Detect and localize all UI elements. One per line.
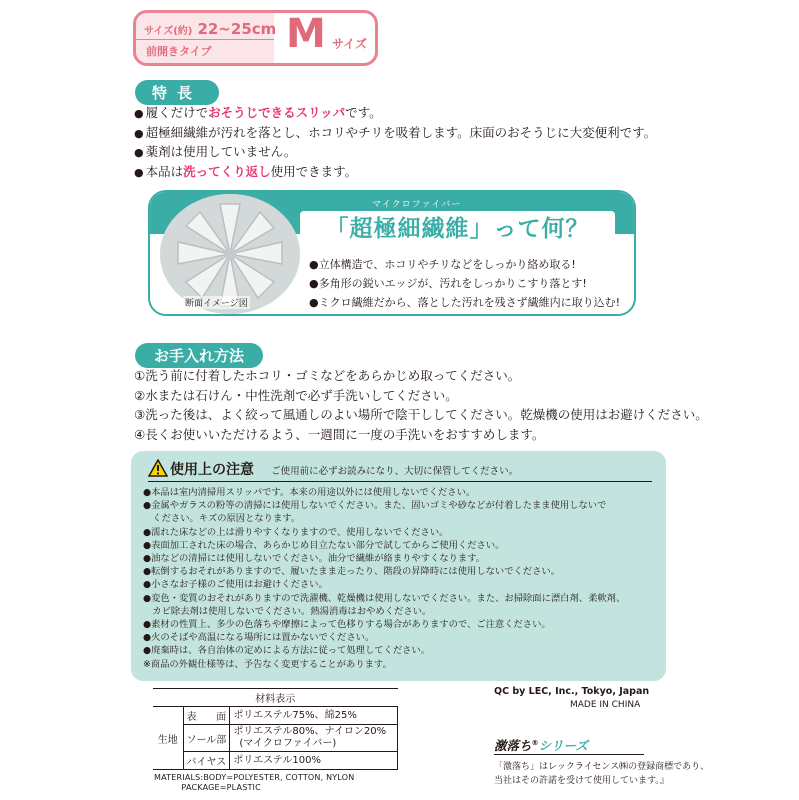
bullet-icon: ●	[309, 296, 319, 309]
cross-section-caption: 断面イメージ図	[183, 296, 250, 309]
bullet-icon: ●	[309, 258, 319, 271]
bullet-icon: ●	[134, 126, 144, 140]
microfiber-title: 「超極細繊維」って何？	[300, 211, 615, 247]
qc-label: QC by LEC, Inc., Tokyo, Japan	[494, 686, 650, 697]
caution-item: ●素材の性質上、多少の色落ちや摩擦によって色移りする場合がありますので、ご注意ください。	[143, 619, 551, 631]
caution-divider	[148, 481, 652, 482]
size-suffix: サイズ	[332, 37, 368, 51]
material-value: ポリエステル100%	[230, 752, 398, 770]
feature-item: ● 履くだけでおそうじできるスリッパです。	[134, 105, 382, 120]
care-list	[134, 366, 708, 444]
size-range	[144, 19, 276, 38]
caution-item: ●油などの清掃には使用しないでください。油分で繊維が絡まりやすくなります。	[143, 553, 486, 565]
materials-english: MATERIALS:BODY=POLYESTER, COTTON, NYLON PACKAGE=PLASTIC	[154, 773, 355, 792]
material-table-header: 材料表示	[153, 689, 398, 707]
feature-item: ● 本品は洗ってくり返し使用できます。	[134, 163, 358, 179]
caution-subtitle: ご使用前に必ずお読みになり、大切に保管してください。	[271, 466, 519, 477]
microfiber-ruby: マイクロファイバー	[372, 200, 462, 210]
microfiber-item: ●立体構造で、ホコリやチリなどをしっかり絡め取る!	[309, 258, 576, 271]
care-item: ③洗った後は、よく絞って風通しのよい場所で陰干ししてください。乾燥機の使用はお避けください。	[134, 407, 708, 422]
caution-header	[148, 459, 518, 479]
caution-item: ●火のそばや高温になる場所には置かないでください。	[143, 632, 375, 644]
caution-item: ●本品は室内清掃用スリッパです。本来の用途以外には使用しないでください。	[143, 487, 476, 498]
material-table	[153, 688, 398, 770]
size-range-value: 22~25cm	[197, 20, 277, 38]
size-type: 前開きタイプ	[146, 45, 212, 58]
size-range-prefix: サイズ(約)	[144, 26, 193, 37]
microfiber-item: ●ミクロ繊維だから、落とした汚れを残さず繊維内に取り込む!	[309, 296, 621, 309]
caution-item: ●変色・変質のおそれがありますので洗濯機、乾燥機は使用しないでください。また、お掃除面に漂白剤、柔軟剤、	[143, 592, 626, 604]
caution-item: ください。キズの原因となります。	[143, 513, 301, 525]
material-part: 表 面	[183, 707, 230, 725]
caution-item: ●転倒するおそれがありますので、履いたまま走ったり、階段の昇降時には使用しないでください。	[143, 566, 560, 578]
caution-item: ●金属やガラスの粉等の清掃には使用しないでください。また、固いゴミや砂などが付着したまま使用しないで	[143, 500, 607, 512]
size-letter: M	[286, 11, 326, 57]
made-in-label: MADE IN CHINA	[570, 700, 641, 710]
care-item: ①洗う前に付着したホコリ・ゴミなどをあらかじめ取ってください。	[134, 368, 521, 383]
material-value-cell	[230, 725, 398, 752]
bullet-icon: ●	[309, 277, 319, 290]
caution-item: ●表面加工された床の場合、あらかじめ目立たない部分で試してからご使用ください。	[143, 539, 505, 551]
feature-item: ● 薬剤は使用していません。	[134, 144, 297, 159]
care-item: ④長くお使いいただけるよう、一週間に一度の手洗いをおすすめします。	[134, 426, 545, 442]
bullet-icon: ●	[134, 165, 144, 179]
care-item: ②水または石けん・中性洗剤で必ず手洗いしてください。	[134, 387, 458, 403]
caution-item: ●小さなお子様のご使用はお避けください。	[143, 579, 328, 591]
microfiber-list	[309, 255, 620, 312]
caution-note: ※商品の外観仕様等は、予告なく変更することがあります。	[143, 658, 392, 670]
features-heading: 特長	[135, 80, 219, 105]
care-heading: お手入れ方法	[135, 343, 263, 368]
series-name: 激落ち®シリーズ	[494, 738, 588, 753]
series-divider	[494, 754, 644, 755]
trademark-notice: 「激落ち」はレックライセンス㈱の登録商標であり、 当社はその許諾を受けて使用しています。』	[494, 762, 710, 786]
size-divider	[136, 39, 274, 40]
caution-title: 使用上の注意	[170, 462, 254, 478]
microfiber-item: ●多角形の鋭いエッジが、汚れをしっかりこすり落とす!	[309, 277, 587, 290]
material-value: ポリエステル80%、ナイロン20%	[233, 726, 387, 737]
material-value-note: (マイクロファイバー)	[239, 738, 337, 749]
material-value: ポリエステル75%、綿25%	[230, 707, 398, 725]
size-badge	[133, 10, 378, 66]
caution-item: ●廃棄時は、各自治体の定めによる方法に従って処理してください。	[143, 645, 431, 657]
features-list	[134, 104, 656, 182]
bullet-icon: ●	[134, 146, 144, 159]
caution-list	[143, 486, 625, 671]
material-group-label: 生地	[153, 707, 183, 770]
material-part: バイヤス	[183, 752, 230, 770]
caution-item: カビ除去剤は使用しないでください。熱湯消毒はおやめください。	[143, 605, 432, 617]
caution-item: ●濡れた床などの上は滑りやすくなりますので、使用しないでください。	[143, 526, 449, 538]
feature-item: ● 超極細繊維が汚れを落とし、ホコリやチリを吸着します。床面のおそうじに大変便利です。	[134, 124, 657, 140]
bullet-icon: ●	[134, 107, 144, 120]
material-part: ソール部	[183, 725, 230, 752]
